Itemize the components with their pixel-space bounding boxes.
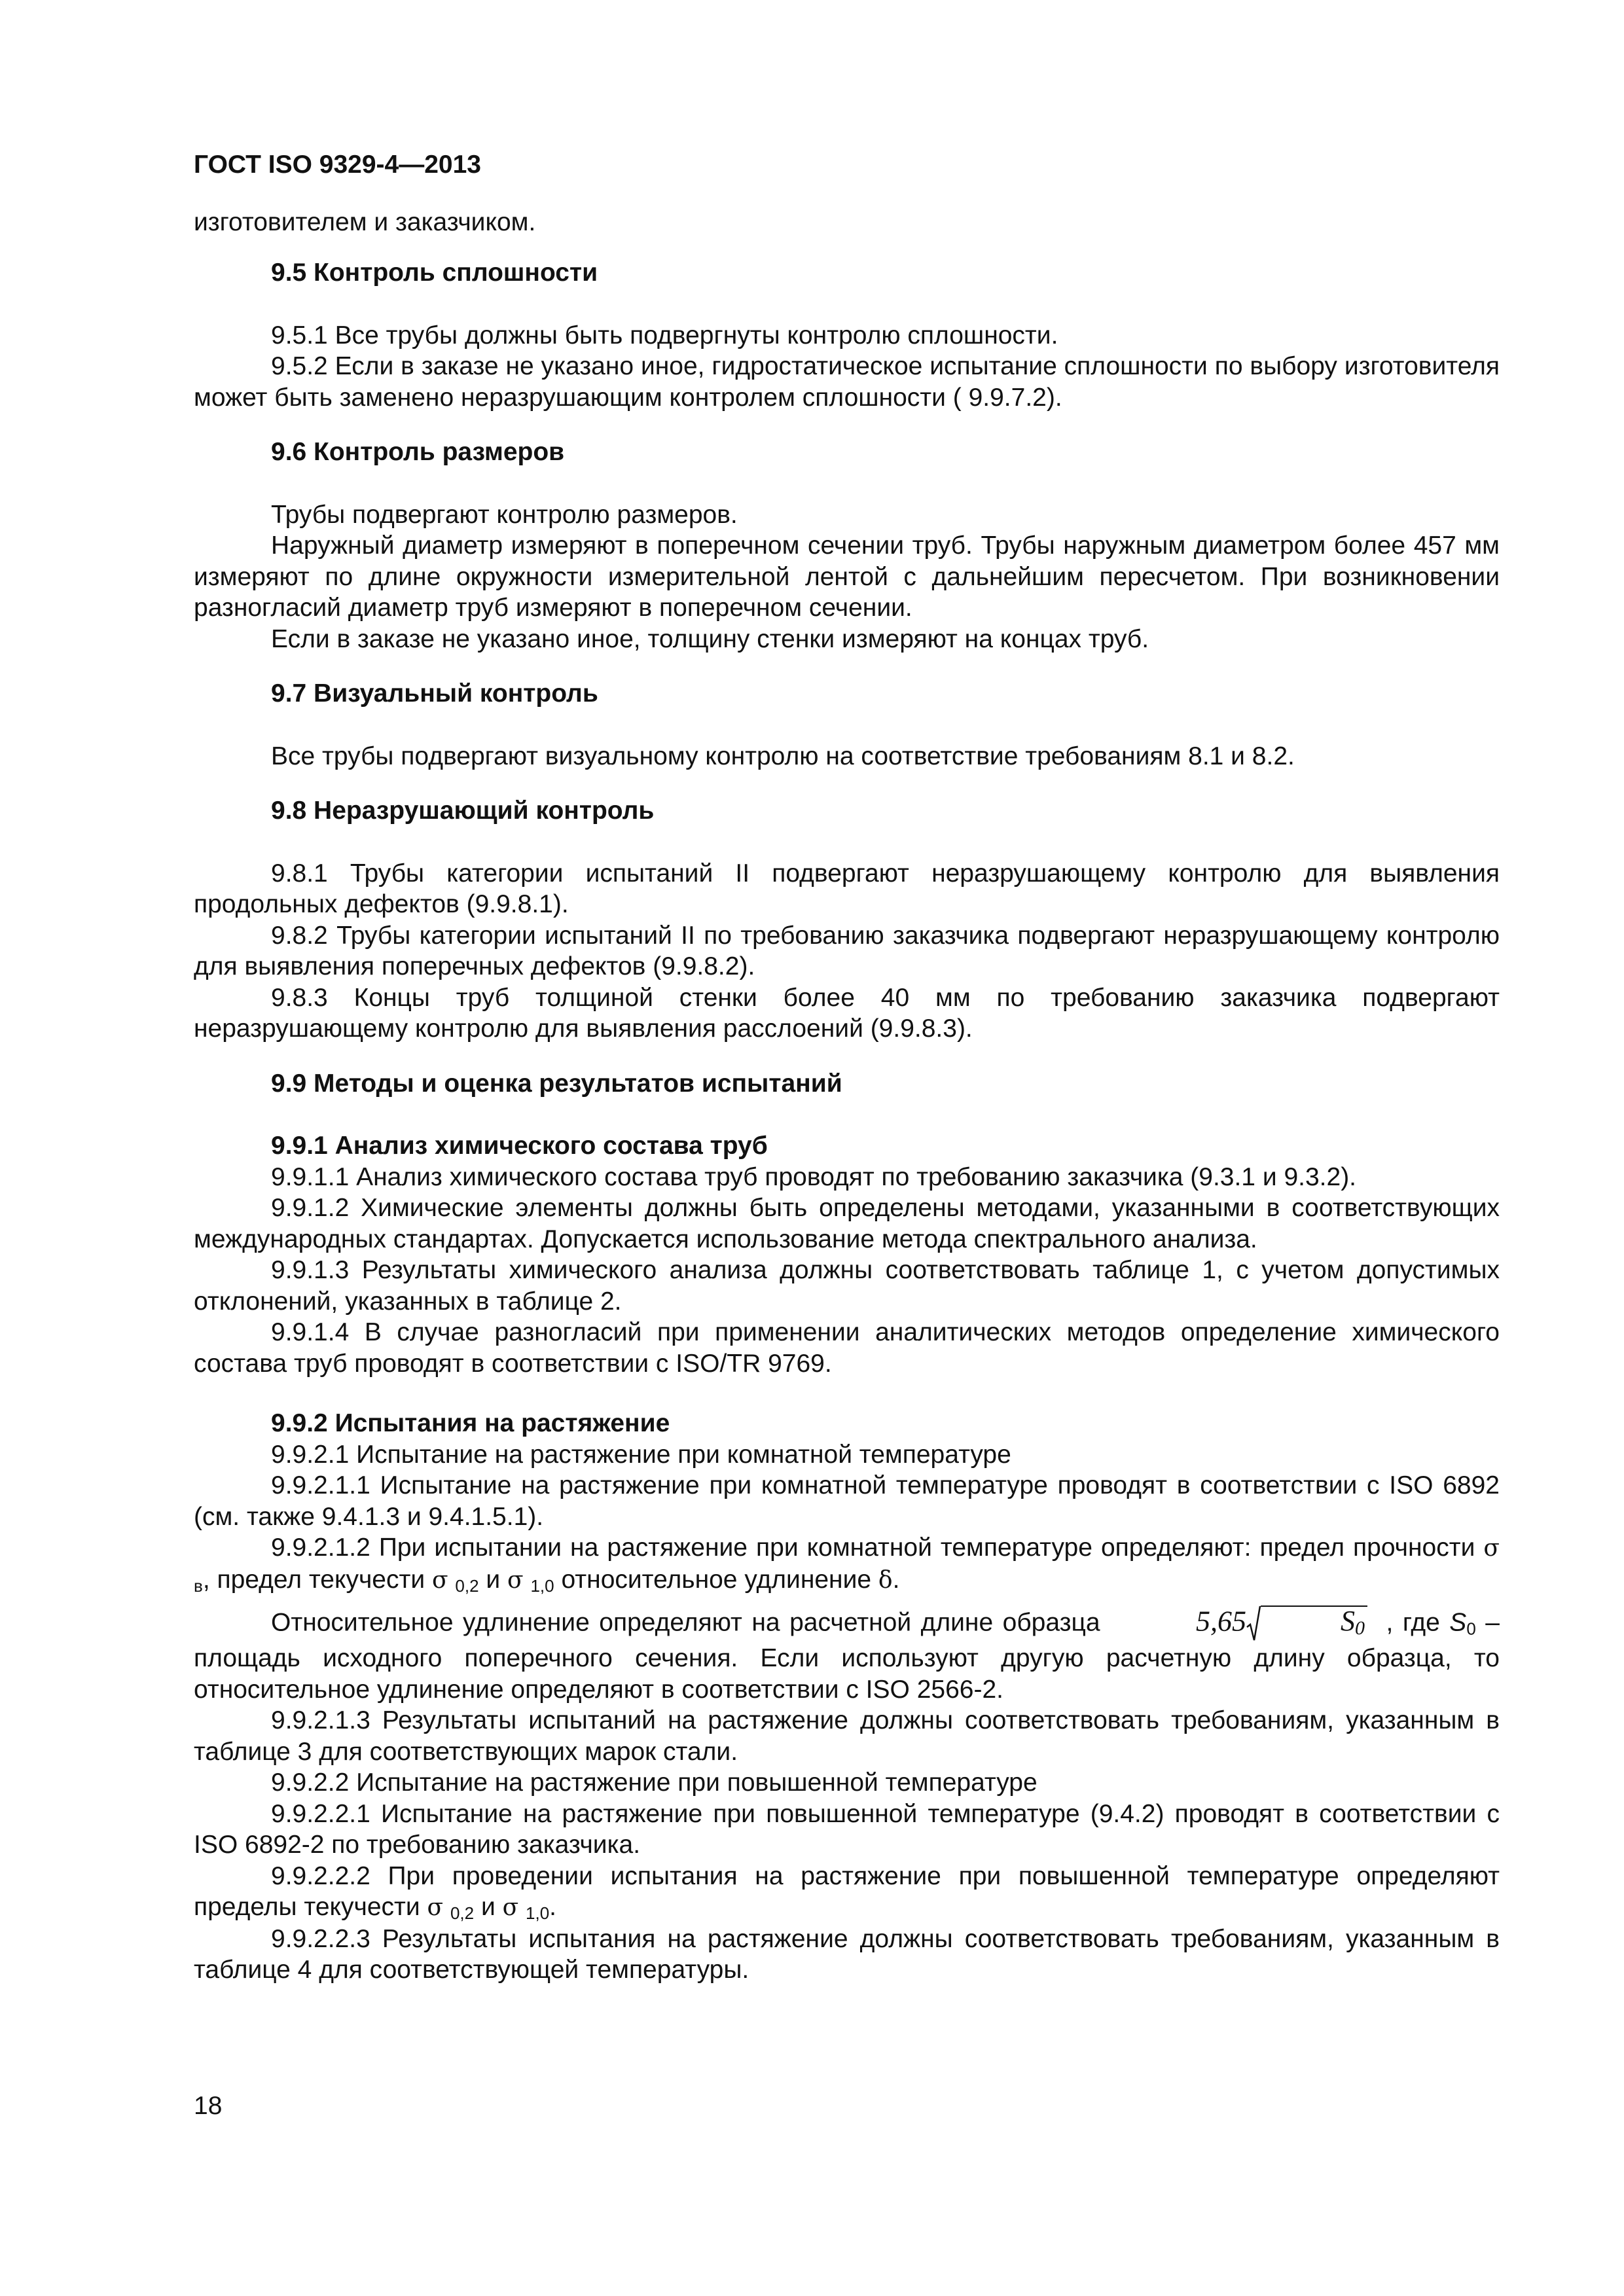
paragraph-9-8-1: 9.8.1 Трубы категории испытаний II подвергают неразрушающему контролю для выявления продольных дефектов (9.9.8.1). <box>194 859 1500 918</box>
formula-gauge-length <box>1119 1605 1367 1643</box>
paragraph-9-6-a: Трубы подвергают контролю размеров. <box>271 500 738 529</box>
paragraph-9-6-b: Наружный диаметр измеряют в поперечном сечении труб. Трубы наружным диаметром более 457 мм измеряют по длине окружности измерительной лентой с дальнейшим пересчетом. При возникновении разногласий диаметр труб измеряют в поперечном сечении. <box>194 531 1500 622</box>
section-heading-9-7: 9.7 Визуальный контроль <box>271 679 598 708</box>
subsection-heading-9-9-2: 9.9.2 Испытания на растяжение <box>271 1409 670 1437</box>
S0-symbol: S <box>1449 1608 1467 1637</box>
section-heading-9-5: 9.5 Контроль сплошности <box>271 259 598 287</box>
paragraph-9-9-1-2: 9.9.1.2 Химические элементы должны быть определены методами, указанными в соответствующих международных стандартах. Допускается использование метода спектрального анализа. <box>194 1194 1500 1253</box>
paragraph-9-9-1-4: 9.9.1.4 В случае разногласий при применении аналитических методов определение химического состава труб проводят в соответствии с ISO/TR 9769. <box>194 1318 1500 1378</box>
subscript: 0,2 <box>450 1903 475 1923</box>
formula-coefficient: 5,65 <box>1196 1605 1247 1638</box>
paragraph-9-5-2: 9.5.2 Если в заказе не указано иное, гидростатическое испытание сплошности по выбору изготовителя может быть заменено неразрушающим контролем сплошности ( 9.9.7.2). <box>194 352 1500 412</box>
paragraph-9-9-2-2: 9.9.2.2 Испытание на растяжение при повышенной температуре <box>271 1768 1038 1797</box>
text-run: 9.9.2.1.2 При испытании на растяжение при комнатной температуре определяют: предел прочности <box>271 1534 1475 1562</box>
paragraph-9-9-2-1: 9.9.2.1 Испытание на растяжение при комнатной температуре <box>271 1440 1011 1469</box>
paragraph-9-9-2-2-3: 9.9.2.2.3 Результаты испытания на растяжение должны соответствовать требованиям, указанным в таблице 4 для соответствующей температуры. <box>194 1924 1500 1984</box>
delta-symbol: δ <box>878 1566 893 1594</box>
text-run: относительное удлинение <box>561 1565 872 1594</box>
subsection-heading-9-9-1: 9.9.1 Анализ химического состава труб <box>271 1132 768 1160</box>
paragraph-9-8-3: 9.8.3 Концы труб толщиной стенки более 40 мм по требованию заказчика подвергают неразрушающему контролю для выявления расслоений (9.9.8.3). <box>194 983 1500 1043</box>
subscript: 0 <box>1466 1619 1476 1639</box>
text-run: . <box>892 1565 900 1594</box>
paragraph-elongation <box>194 1605 1500 1705</box>
text-run: , где <box>1386 1608 1440 1637</box>
paragraph-9-9-2-2-2 <box>194 1861 1500 1924</box>
sigma-symbol: σ <box>1483 1535 1500 1562</box>
paragraph-9-5-1: 9.5.1 Все трубы должны быть подвергнуты контролю сплошности. <box>271 321 1058 350</box>
paragraph-9-9-2-1-1: 9.9.2.1.1 Испытание на растяжение при комнатной температуре проводят в соответствии с ISO 6892 (см. также 9.4.1.3 и 9.4.1.5.1). <box>194 1471 1500 1531</box>
sigma-symbol: σ <box>502 1894 519 1921</box>
subscript: в <box>194 1575 203 1596</box>
paragraph-9-8-2: 9.8.2 Трубы категории испытаний II по требованию заказчика подвергают неразрушающему контролю для выявления поперечных дефектов (9.9.8.2). <box>194 921 1500 980</box>
text-run: , предел текучести <box>202 1565 425 1594</box>
subscript: 1,0 <box>526 1903 550 1923</box>
paragraph: изготовителем и заказчиком. <box>194 207 536 236</box>
formula-S: S <box>1341 1605 1356 1638</box>
radicand <box>1261 1605 1367 1640</box>
text-run: . <box>549 1893 557 1921</box>
section-heading-9-9: 9.9 Методы и оценка результатов испытаний <box>271 1069 842 1098</box>
formula-S-sub: 0 <box>1355 1617 1365 1640</box>
sqrt-icon <box>1246 1605 1261 1643</box>
page-number: 18 <box>194 2092 223 2120</box>
paragraph-9-6-c: Если в заказе не указано иное, толщину стенки измеряют на концах труб. <box>271 624 1149 653</box>
paragraph-9-9-1-1: 9.9.1.1 Анализ химического состава труб проводят по требованию заказчика (9.3.1 и 9.3.2). <box>271 1162 1357 1191</box>
subscript: 0,2 <box>455 1575 479 1596</box>
paragraph-9-9-2-1-3: 9.9.2.1.3 Результаты испытаний на растяжение должны соответствовать требованиям, указанным в таблице 3 для соответствующих марок стали. <box>194 1706 1500 1766</box>
sigma-symbol: σ <box>431 1566 448 1594</box>
text-run: и <box>486 1565 501 1594</box>
subscript: 1,0 <box>530 1575 554 1596</box>
paragraph-9-9-1-3: 9.9.1.3 Результаты химического анализа должны соответствовать таблице 1, с учетом допустимых отклонений, указанных в таблице 2. <box>194 1256 1500 1316</box>
text-run: и <box>480 1893 496 1921</box>
paragraph-9-7: Все трубы подвергают визуальному контролю на соответствие требованиям 8.1 и 8.2. <box>271 742 1295 770</box>
document-header: ГОСТ ISO 9329-4—2013 <box>194 151 481 179</box>
section-heading-9-6: 9.6 Контроль размеров <box>271 438 565 466</box>
sigma-symbol: σ <box>507 1566 524 1594</box>
page-content <box>194 149 1500 1986</box>
paragraph-9-9-2-1-2 <box>194 1532 1500 1596</box>
section-heading-9-8: 9.8 Неразрушающий контроль <box>271 797 655 825</box>
text-run: Относительное удлинение определяют на расчетной длине образца <box>271 1608 1100 1637</box>
text-run: – площадь исходного поперечного сечения. Если используют другую расчетную длину образца, то относительное удлинение определяют в соответствии с ISO 2566-2. <box>194 1608 1500 1704</box>
sigma-symbol: σ <box>427 1894 444 1921</box>
paragraph-9-9-2-2-1: 9.9.2.2.1 Испытание на растяжение при повышенной температуре (9.4.2) проводят в соответствии с ISO 6892-2 по требованию заказчика. <box>194 1799 1500 1859</box>
text-run: 9.9.2.2.2 При проведении испытания на растяжение при повышенной температуре определяют пределы текучести <box>194 1861 1500 1921</box>
